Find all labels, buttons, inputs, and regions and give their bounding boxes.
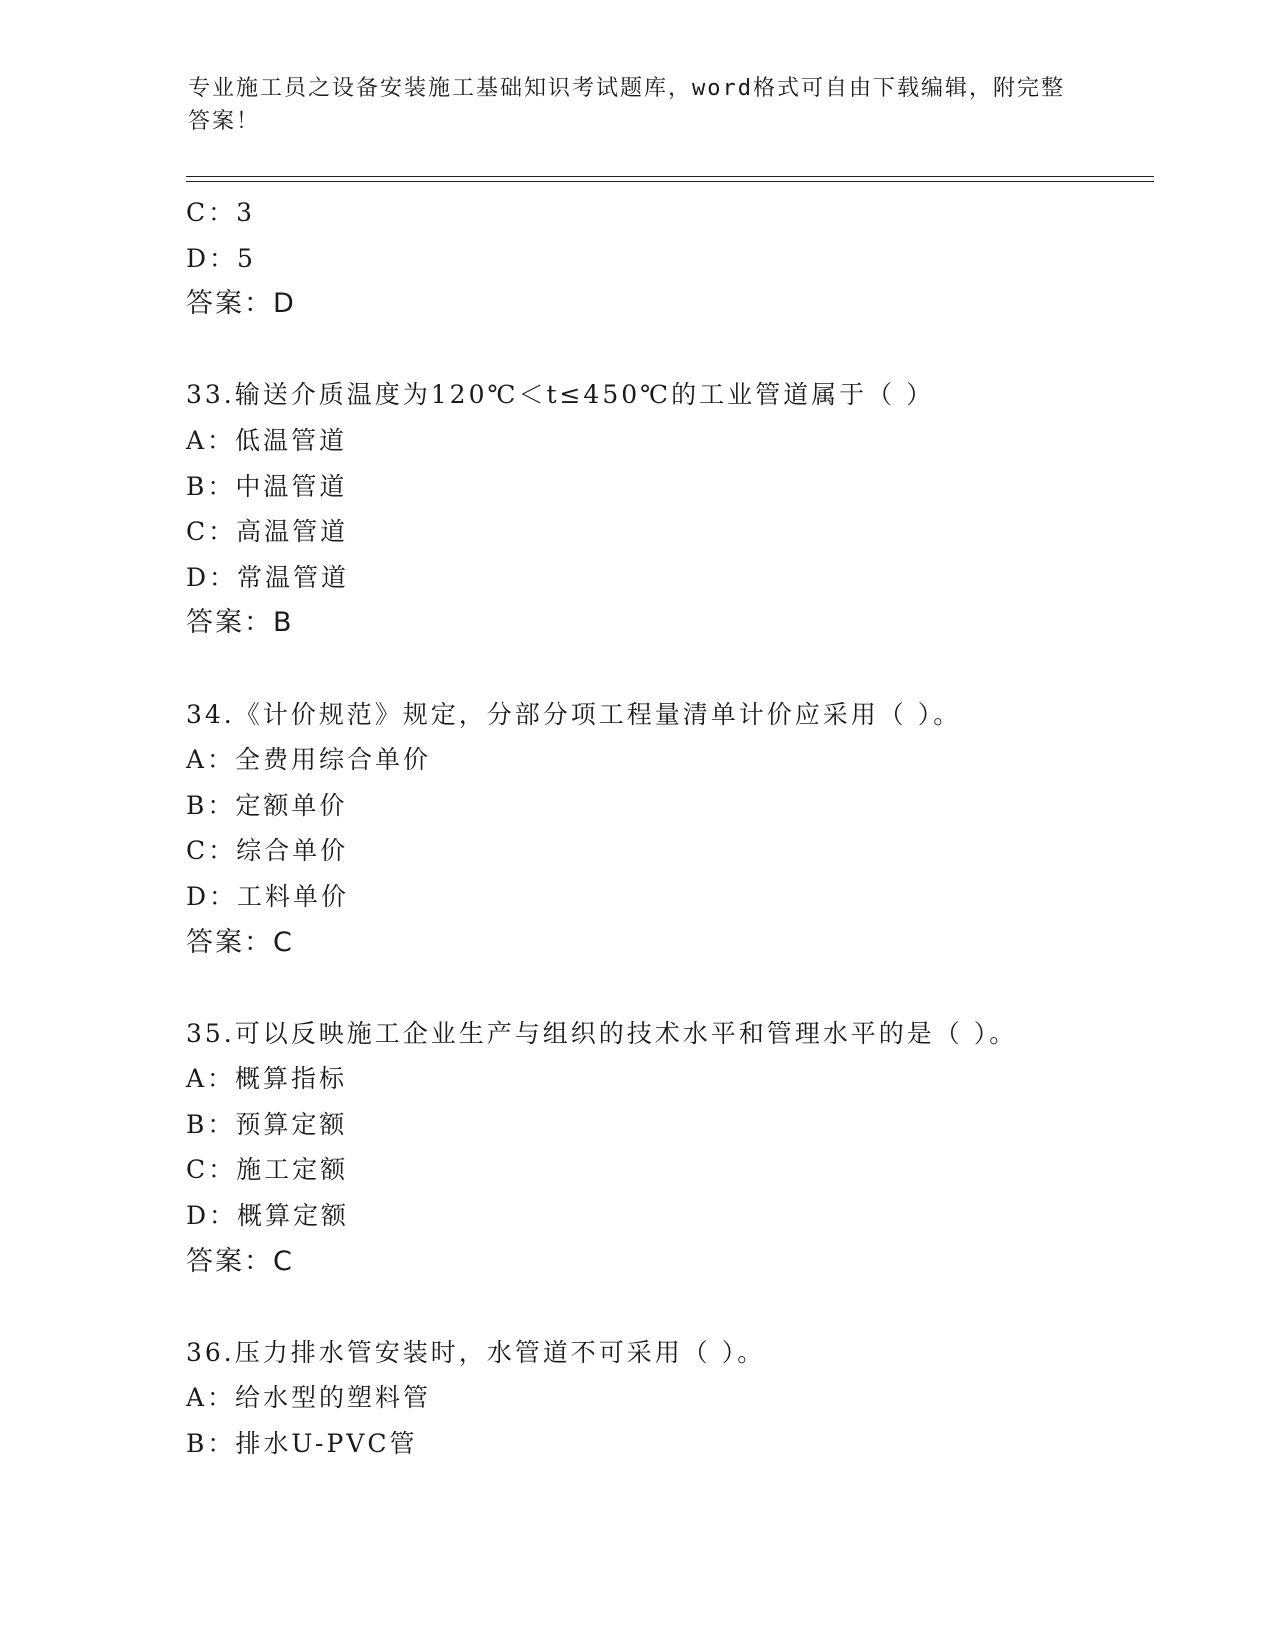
- option-b: B：预算定额: [186, 1109, 348, 1139]
- question-stem: 33.输送介质温度为120℃＜t≤450℃的工业管道属于（ ）: [186, 380, 935, 410]
- option-d: D：5: [186, 243, 256, 273]
- answer: 答案：C: [186, 1245, 294, 1277]
- option-d: D：常温管道: [186, 562, 350, 592]
- option-b: B：定额单价: [186, 790, 348, 820]
- answer: 答案：B: [186, 607, 294, 639]
- option-c: C：施工定额: [186, 1155, 349, 1185]
- question-stem: 35.可以反映施工企业生产与组织的技术水平和管理水平的是（ ）。: [186, 1018, 1018, 1048]
- option-b: B：排水U-PVC管: [186, 1429, 418, 1459]
- question-33: [186, 372, 1146, 646]
- question-35: [186, 1011, 1146, 1285]
- question-stem: 36.压力排水管安装时，水管道不可采用（ ）。: [186, 1337, 766, 1367]
- option-c: C：综合单价: [186, 836, 349, 866]
- question-stem: 34.《计价规范》规定，分部分项工程量清单计价应采用（ ）。: [186, 699, 962, 729]
- option-d: D：概算定额: [186, 1201, 350, 1231]
- option-a: A：概算指标: [186, 1064, 348, 1094]
- answer: 答案：C: [186, 926, 294, 958]
- question-36: [186, 1330, 1146, 1467]
- document-body: [186, 190, 1146, 1467]
- header-rule-top: [186, 176, 1154, 177]
- prev-question-block: [186, 190, 1146, 327]
- question-34: [186, 692, 1146, 966]
- header-rule-bottom: [186, 181, 1154, 182]
- option-d: D：工料单价: [186, 881, 350, 911]
- option-a: A：给水型的塑料管: [186, 1383, 432, 1413]
- answer: 答案：D: [186, 288, 296, 320]
- option-a: A：全费用综合单价: [186, 745, 432, 775]
- document-header: 专业施工员之设备安装施工基础知识考试题库，word格式可自由下载编辑，附完整答案！: [188, 76, 1065, 134]
- option-b: B：中温管道: [186, 471, 348, 501]
- option-c: C：3: [186, 198, 256, 227]
- option-a: A：低温管道: [186, 425, 348, 455]
- option-c: C：高温管道: [186, 517, 349, 547]
